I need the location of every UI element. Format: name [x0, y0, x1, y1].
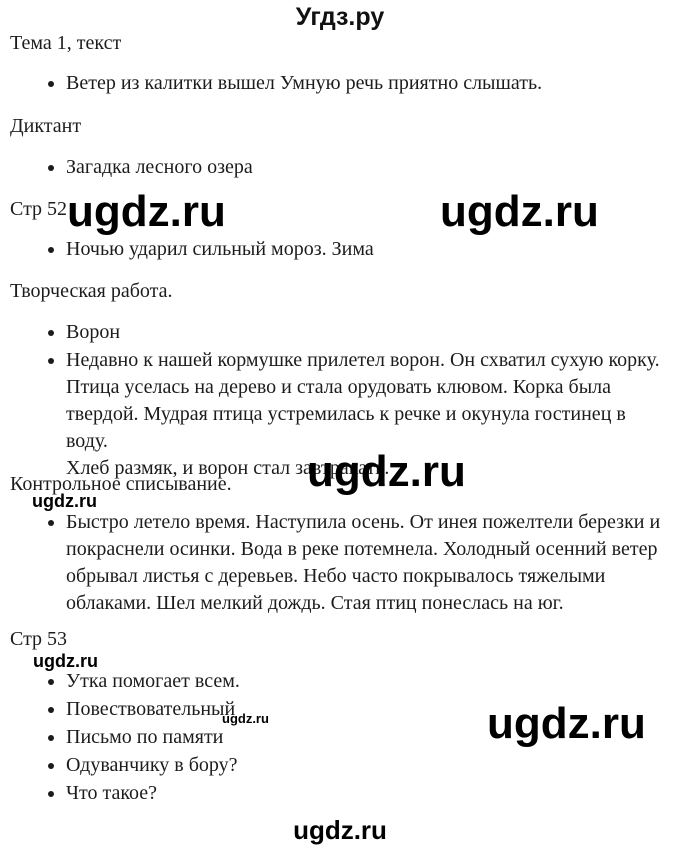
page-52-list — [0, 236, 662, 263]
watermark: ugdz.ru — [222, 711, 269, 726]
paragraph-line: покраснели осинки. Вода в реке потемнела. Холодный осенний ветер — [66, 538, 658, 560]
paragraph-line: • Недавно к нашей кормушке прилетел ворон. Он схватил сухую корку. — [66, 349, 660, 371]
list-item — [66, 509, 662, 617]
heading-dictation: Диктант — [10, 115, 82, 137]
paragraph-line: • Быстро летело время. Наступила осень. От инея пожелтели березки и — [66, 511, 661, 533]
list-item: • Одуванчику в бору? — [66, 752, 662, 779]
paragraph-line: Птица уселась на дерево и стала орудовать клювом. Корка была — [66, 376, 611, 398]
list-item: • Ворон — [66, 319, 662, 346]
watermark: ugdz.ru — [33, 651, 98, 671]
heading-creative: Творческая работа. — [10, 280, 173, 302]
paragraph-line: твердой. Мудрая птица устремилась к речке и окунула гостинец в воду. — [66, 403, 626, 452]
theme-list — [0, 70, 662, 97]
heading-theme: Тема 1, текст — [10, 32, 122, 54]
watermark: ugdz.ru — [67, 187, 226, 236]
watermark: ugdz.ru — [487, 699, 646, 748]
list-item: • Письмо по памяти — [66, 724, 662, 751]
footer — [0, 817, 680, 844]
heading-control: Контрольное списывание. — [10, 473, 232, 495]
list-item: • Утка помогает всем. — [66, 668, 662, 695]
watermark: ugdz.ru — [307, 447, 466, 496]
dictation-list — [0, 154, 662, 181]
page-52-label: Стр 52 — [10, 198, 68, 220]
page-53-label: Стр 53 — [10, 628, 68, 650]
list-item: • Загадка лесного озера — [66, 154, 662, 181]
paragraph-line: облаками. Шел мелкий дождь. Стая птиц понеслась на юг. — [66, 592, 564, 614]
paragraph-line: Хлеб размяк, и ворон стал завтракать. — [66, 457, 390, 479]
watermark: ugdz.ru — [32, 491, 97, 511]
site-header-title: Угдз.ру — [295, 3, 385, 31]
control-list — [0, 509, 662, 617]
watermark: ugdz.ru — [293, 815, 387, 845]
list-item: • Повествовательный — [66, 696, 662, 723]
list-item: • Ночью ударил сильный мороз. Зима — [66, 236, 662, 263]
paragraph-line: обрывал листья с деревьев. Небо часто покрывалось тяжелыми — [66, 565, 606, 587]
list-item: • Ветер из калитки вышел Умную речь приятно слышать. — [66, 70, 662, 97]
list-item: • Что такое? — [66, 780, 662, 807]
watermark: ugdz.ru — [440, 187, 599, 236]
